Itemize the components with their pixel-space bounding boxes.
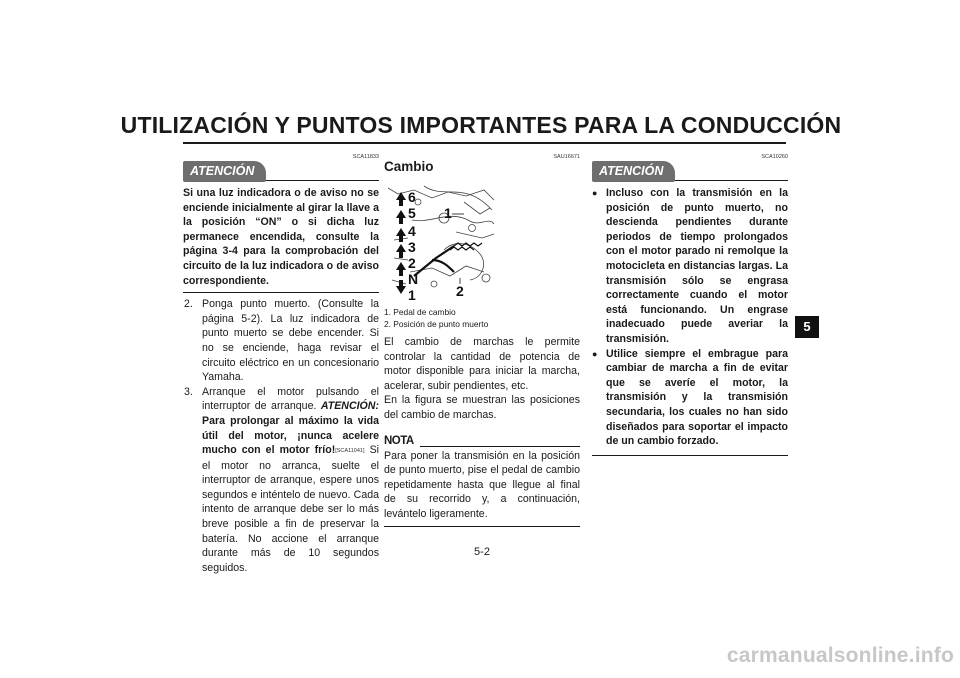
paragraph-2: En la figura se muestran las posiciones del cambio de marchas. (384, 394, 580, 421)
attention-end-rule (592, 455, 788, 456)
nota-header (384, 431, 580, 449)
attention-label: ATENCIÓN (592, 161, 675, 182)
attention-text: Si una luz indicadora o de aviso no se enciende inicialmente al girar la llave a la posición “ON” o si dicha luz permanece encendida, consulte la página 3-4 para la comprobación del circuito de la luz indicadora o de aviso correspondiente. (183, 187, 379, 287)
inline-attention-label: ATENCIÓN: (320, 400, 379, 413)
bullet-text: Utilice siempre el embrague para cambiar de marcha a fin de evitar que se averíe el motor, la transmisión y la transmisión secundaria, los cuales no han sido diseñados para soportar el impacto de un cambio forzado. (606, 347, 788, 448)
attention-code: SCA10260 (761, 154, 788, 160)
section-heading: Cambio (384, 159, 434, 174)
list-item (183, 385, 379, 576)
callout-2: 2 (456, 283, 464, 299)
gear-label-5: 5 (408, 205, 416, 221)
bullet-icon: ● (592, 348, 598, 359)
paragraph-1: El cambio de marchas le permite controlar la cantidad de potencia de motor disponible para iniciar la marcha, acelerar, subir pendientes, etc. (384, 336, 580, 392)
page-number: 5-2 (474, 546, 490, 558)
item-text (202, 385, 379, 576)
bullet-text: Incluso con la transmisión en la posición de punto muerto, no descienda pendientes durante periodos de tiempo prolongados con el motor parado ni remolque la motocicleta en distancias largas. La transmisión sólo se engrasa correctamente cuando el motor está funcionando. Un engrase inadecuado puede averiar la transmisión. (606, 187, 788, 345)
bullet-item (592, 347, 788, 449)
nota-label: NOTA (384, 434, 414, 447)
column-left (183, 150, 379, 575)
item-text-b: Si el motor no arranca, suelte el interruptor de arranque, espere unos segundos e inténtelo de nuevo. Cada intento de arranque debe ser lo más breve posible a fin de preservar la batería. No accione el arranque durante más de 10 segundos seguidos. (202, 444, 379, 574)
section-code: SAU16671 (553, 154, 580, 160)
attention-label: ATENCIÓN (183, 161, 266, 182)
column-right (592, 150, 788, 456)
attention-header (183, 158, 379, 182)
inline-code: [SCA11041] (335, 448, 365, 455)
title-rule (183, 142, 786, 144)
list-item (183, 297, 379, 385)
caption-2: 2. Posición de punto muerto (384, 319, 489, 329)
gear-label-4: 4 (408, 223, 416, 239)
watermark: carmanualsonline.info (726, 644, 954, 667)
gear-label-neutral: N (408, 271, 419, 287)
attention-rule (675, 180, 788, 181)
attention-rule (266, 180, 379, 181)
item-number: 3. (184, 385, 193, 398)
caption-1: 1. Pedal de cambio (384, 307, 456, 317)
gear-label-3: 3 (408, 239, 416, 255)
gear-label-1: 1 (408, 287, 416, 302)
attention-code: SCA11833 (352, 154, 379, 160)
attention-header (592, 158, 788, 182)
gear-label-2: 2 (408, 255, 416, 271)
nota-text: Para poner la transmisión en la posición de punto muerto, pise el pedal de cambio repetidamente hasta que llegue al final de su recorrido y, a continuación, levántelo ligeramente. (384, 449, 580, 520)
bullet-icon: ● (592, 188, 598, 198)
item-text: Ponga punto muerto. (Consulte la página 5-2). La luz indicadora de punto muerto se debe encender. Si no se enciende, haga revisar el circuito eléctrico en un concesionario Yamaha. (202, 298, 379, 384)
nota-rule (420, 446, 580, 447)
inline-attention-text: Para prolongar al máximo la vida útil del motor, ¡nunca acelere mucho con el motor frío! (202, 414, 379, 457)
item-text-a: Arranque el motor pulsando el interruptor de arranque. (202, 385, 379, 413)
attention-end-rule (183, 292, 379, 293)
column-middle (384, 150, 580, 527)
nota-end-rule (384, 526, 580, 527)
chapter-tab: 5 (795, 316, 819, 338)
bullet-item (592, 186, 788, 347)
callout-1: 1 (444, 205, 452, 221)
item-number: 2. (184, 298, 193, 311)
gear-label-6: 6 (408, 189, 416, 205)
gear-shift-figure (384, 180, 496, 302)
page-title: UTILIZACIÓN Y PUNTOS IMPORTANTES PARA LA CONDUCCIÓN (120, 112, 842, 138)
